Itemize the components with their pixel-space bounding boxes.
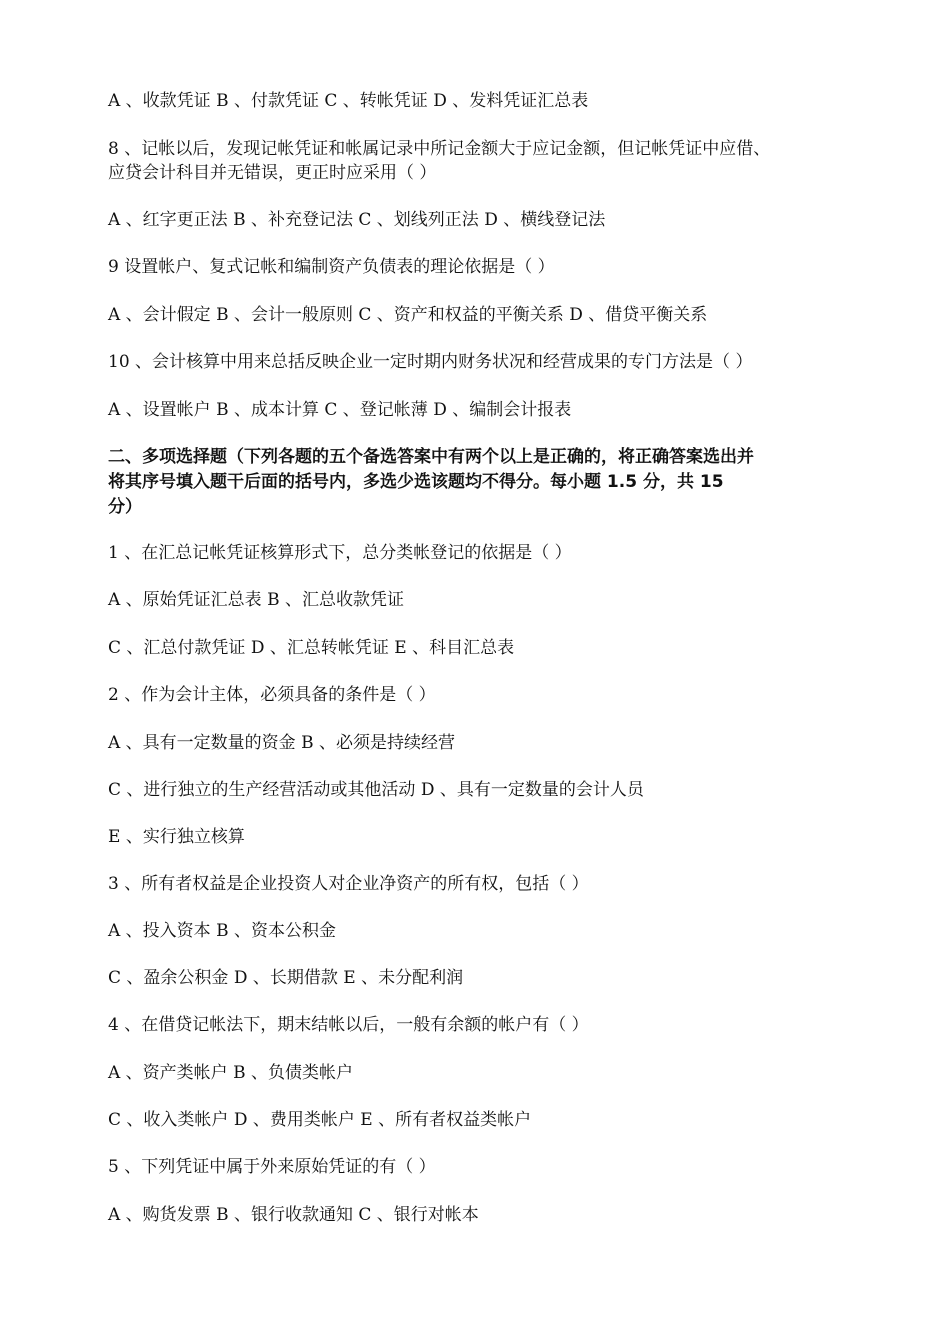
mq5-text: 5 、下列凭证中属于外来原始凭证的有（ ） xyxy=(108,1157,436,1177)
mq2-options-2: C 、进行独立的生产经营活动或其他活动 D 、具有一定数量的会计人员 xyxy=(108,780,644,800)
q8-text-line2: 应贷会计科目并无错误，更正时应采用（ ） xyxy=(108,163,437,183)
q8-text-line1: 8 、记帐以后，发现记帐凭证和帐属记录中所记金额大于应记金额，但记帐凭证中应借、 xyxy=(108,139,771,159)
section2-heading-line1: 二、多项选择题（下列各题的五个备选答案中有两个以上是正确的，将正确答案选出并 xyxy=(108,447,754,467)
mq3-options-2: C 、盈余公积金 D 、长期借款 E 、未分配利润 xyxy=(108,968,464,988)
q9-options: A 、会计假定 B 、会计一般原则 C 、资产和权益的平衡关系 D 、借贷平衡关系 xyxy=(108,305,708,325)
mq1-options-2: C 、汇总付款凭证 D 、汇总转帐凭证 E 、科目汇总表 xyxy=(108,638,515,658)
q9-text: 9 设置帐户、复式记帐和编制资产负债表的理论依据是（ ） xyxy=(108,257,555,277)
section2-heading-line3: 分） xyxy=(108,497,142,517)
mq1-options-1: A 、原始凭证汇总表 B 、汇总收款凭证 xyxy=(108,590,404,610)
mq4-options-2: C 、收入类帐户 D 、费用类帐户 E 、所有者权益类帐户 xyxy=(108,1110,532,1130)
q10-text: 10 、会计核算中用来总括反映企业一定时期内财务状况和经营成果的专门方法是（ ） xyxy=(108,352,753,372)
mq2-text: 2 、作为会计主体，必须具备的条件是（ ） xyxy=(108,685,436,705)
section2-heading-line2: 将其序号填入题干后面的括号内，多选少选该题均不得分。每小题 1.5 分，共 15 xyxy=(108,472,724,492)
mq4-text: 4 、在借贷记帐法下，期末结帐以后，一般有余额的帐户有（ ） xyxy=(108,1015,589,1035)
mq5-options-1: A 、购货发票 B 、银行收款通知 C 、银行对帐本 xyxy=(108,1205,479,1225)
mq2-options-1: A 、具有一定数量的资金 B 、必须是持续经营 xyxy=(108,733,455,753)
q8-options: A 、红字更正法 B 、补充登记法 C 、划线列正法 D 、横线登记法 xyxy=(108,210,606,230)
q7-options: A 、收款凭证 B 、付款凭证 C 、转帐凭证 D 、发料凭证汇总表 xyxy=(108,91,589,111)
mq4-options-1: A 、资产类帐户 B 、负债类帐户 xyxy=(108,1063,353,1083)
mq2-options-3: E 、实行独立核算 xyxy=(108,827,245,847)
q10-options: A 、设置帐户 B 、成本计算 C 、登记帐薄 D 、编制会计报表 xyxy=(108,400,572,420)
mq3-text: 3 、所有者权益是企业投资人对企业净资产的所有权，包括（ ） xyxy=(108,874,589,894)
mq1-text: 1 、在汇总记帐凭证核算形式下，总分类帐登记的依据是（ ） xyxy=(108,543,572,563)
mq3-options-1: A 、投入资本 B 、资本公积金 xyxy=(108,921,336,941)
